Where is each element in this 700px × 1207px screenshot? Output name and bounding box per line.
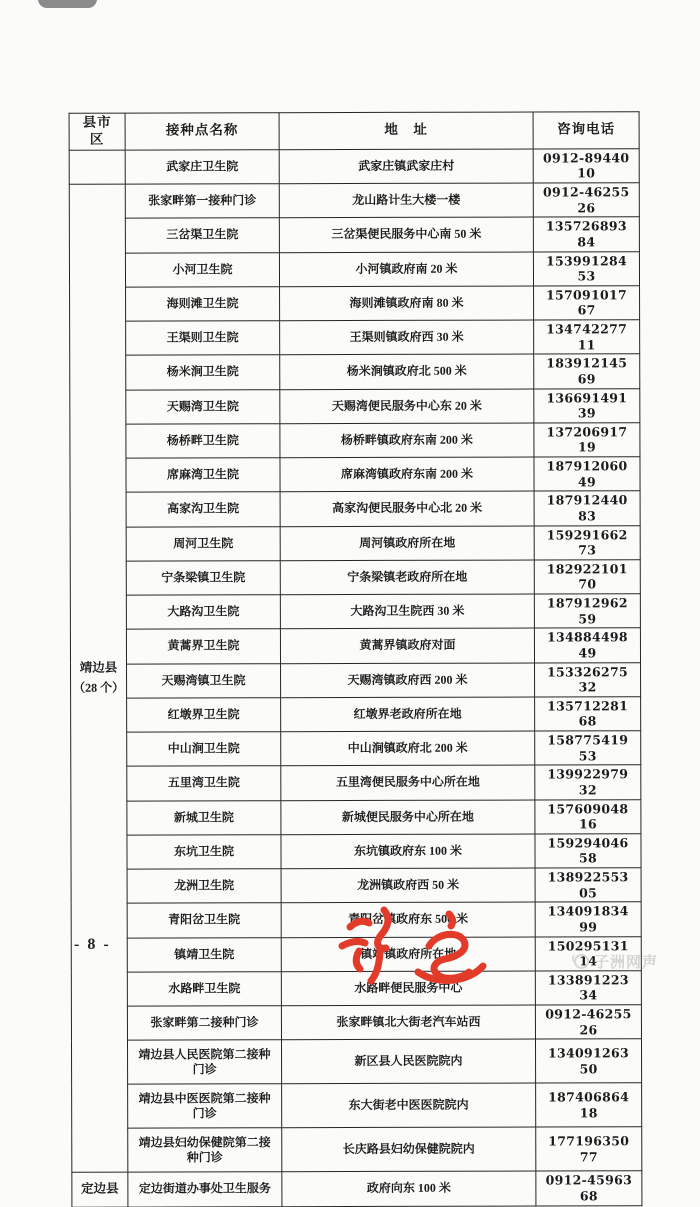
phone-cell: 18740686418 (536, 1083, 642, 1127)
page-number: - 8 - (74, 936, 111, 953)
site-name-cell: 青阳岔卫生院 (127, 903, 281, 938)
table-row (70, 388, 640, 424)
address-cell: 席麻湾镇政府东南 200 米 (280, 457, 534, 492)
address-cell: 小河镇政府南 20 米 (279, 252, 533, 287)
table-row (72, 1083, 642, 1128)
address-cell: 宁条梁镇老政府所在地 (280, 560, 534, 595)
col-header-county: 县市区 (69, 113, 125, 150)
table-row (71, 799, 641, 835)
address-cell: 杨米涧镇政府北 500 米 (280, 354, 534, 389)
address-cell: 海则滩镇政府南 80 米 (280, 286, 534, 321)
phone-cell: 13992297932 (535, 765, 641, 800)
site-name-cell: 东坑卫生院 (127, 834, 281, 869)
col-header-site: 接种点名称 (125, 113, 279, 150)
phone-cell: 15029513114 (535, 936, 641, 971)
phone-cell: 13572689384 (533, 217, 639, 252)
table-row (71, 765, 641, 801)
table-row (70, 628, 640, 664)
red-calligraphy-watermark (328, 903, 493, 991)
table-row (72, 1127, 642, 1172)
address-cell: 东大街老中医医院院内 (282, 1083, 536, 1128)
phone-cell: 13409183499 (535, 902, 641, 937)
phone-cell: 13409126350 (535, 1039, 641, 1083)
site-name-cell: 新城卫生院 (127, 800, 281, 835)
site-name-cell: 红墩界卫生院 (127, 697, 281, 732)
account-name: 子洲网声 (594, 954, 659, 971)
address-cell: 三岔渠便民服务中心南 50 米 (279, 217, 533, 252)
address-cell: 天赐湾便民服务中心东 20 米 (280, 389, 534, 424)
site-name-cell: 三岔渠卫生院 (125, 218, 279, 253)
table-row (69, 251, 639, 287)
phone-cell: 15877541953 (535, 731, 641, 766)
table-row (70, 457, 640, 493)
site-name-cell: 杨米涧卫生院 (126, 355, 280, 390)
phone-cell: 0912-4625526 (535, 1005, 641, 1040)
phone-cell: 15332627532 (535, 662, 641, 697)
phone-cell: 13474227711 (534, 320, 640, 355)
phone-cell: 0912-4625526 (533, 183, 639, 218)
phone-cell: 15929404658 (535, 834, 641, 869)
table-row (70, 525, 640, 561)
address-cell: 水路畔便民服务中心 (281, 971, 535, 1006)
address-cell: 周河镇政府所在地 (280, 526, 534, 561)
county-cell: 靖边县 （28 个） (69, 184, 128, 1172)
site-name-cell: 张家畔第二接种门诊 (127, 1006, 281, 1041)
phone-cell: 13571228168 (535, 697, 641, 732)
address-cell: 青阳岔镇政府东 500 米 (281, 902, 535, 937)
table-row (70, 320, 640, 356)
vaccination-sites-table (69, 111, 643, 1207)
address-cell: 王渠则镇政府西 30 米 (280, 320, 534, 355)
county-cell (69, 150, 125, 184)
site-name-cell: 杨桥畔卫生院 (126, 423, 280, 458)
site-name-cell: 天赐湾卫生院 (126, 389, 280, 424)
county-cell: 定边县 (72, 1172, 128, 1206)
phone-cell: 15760904816 (535, 799, 641, 834)
phone-cell: 13389122334 (535, 971, 641, 1006)
address-cell: 武家庄镇武家庄村 (279, 149, 533, 184)
phone-cell: 15399128453 (533, 251, 639, 286)
address-cell: 中山涧镇政府北 200 米 (281, 731, 535, 766)
address-cell: 龙山路计生大楼一楼 (279, 183, 533, 218)
table-row (71, 662, 641, 698)
site-name-cell: 水路畔卫生院 (127, 971, 281, 1006)
address-cell: 黄蒿界镇政府对面 (280, 628, 534, 663)
site-name-cell: 靖边县妇幼保健院第二接种门诊 (128, 1128, 282, 1172)
phone-cell: 18391214569 (534, 354, 640, 389)
site-name-cell: 海则滩卫生院 (126, 286, 280, 321)
address-cell: 张家畔镇北大街老汽车站西 (281, 1005, 535, 1040)
table-row (70, 354, 640, 390)
site-name-cell: 五里湾卫生院 (127, 766, 281, 801)
table-body (69, 149, 642, 1207)
circle-logo-icon (574, 954, 589, 969)
table-row (71, 731, 641, 767)
table-row (69, 183, 639, 219)
phone-cell: 18791296259 (534, 594, 640, 629)
table-row (71, 834, 641, 870)
county-count-note: （28 个） (73, 680, 125, 695)
site-name-cell: 定边街道办事处卫生服务 (128, 1172, 282, 1207)
address-cell: 红墩界老政府所在地 (281, 697, 535, 732)
phone-cell: 0912-8944010 (533, 149, 639, 184)
address-cell: 东坑镇政府东 100 米 (281, 834, 535, 869)
address-cell: 龙洲镇政府西 50 米 (281, 868, 535, 903)
table-row (71, 697, 641, 733)
address-cell: 高家沟便民服务中心北 20 米 (280, 491, 534, 526)
site-name-cell: 天赐湾镇卫生院 (127, 663, 281, 698)
table-row (72, 1171, 642, 1207)
site-name-cell: 黄蒿界卫生院 (126, 629, 280, 664)
phone-cell: 15709101767 (534, 286, 640, 321)
table-row (71, 1005, 641, 1041)
table-row (70, 423, 640, 459)
col-header-phone: 咨询电话 (533, 112, 639, 149)
phone-cell: 13720691719 (534, 423, 640, 458)
table-row (70, 491, 640, 527)
site-name-cell: 靖边县人民医院第二接种门诊 (127, 1040, 281, 1084)
address-cell: 大路沟卫生院西 30 米 (280, 594, 534, 629)
phone-cell: 13669149139 (534, 388, 640, 423)
table-row (70, 594, 640, 630)
table-row (70, 560, 640, 596)
phone-cell: 18292210170 (534, 560, 640, 595)
site-name-cell: 中山涧卫生院 (127, 732, 281, 767)
address-cell: 政府向东 100 米 (282, 1171, 536, 1206)
top-left-pill-fragment (38, 0, 97, 8)
account-watermark (574, 951, 658, 972)
address-cell: 新城便民服务中心所在地 (281, 800, 535, 835)
phone-cell: 13892255305 (535, 868, 641, 903)
phone-cell: 15929166273 (534, 525, 640, 560)
table-row (69, 149, 639, 185)
site-name-cell: 周河卫生院 (126, 526, 280, 561)
site-name-cell: 大路沟卫生院 (126, 595, 280, 630)
site-name-cell: 靖边县中医医院第二接种门诊 (128, 1084, 282, 1128)
site-name-cell: 王渠则卫生院 (126, 321, 280, 356)
address-cell: 五里湾便民服务中心所在地 (281, 765, 535, 800)
phone-cell: 18791244083 (534, 491, 640, 526)
table-header-row (69, 112, 639, 150)
col-header-address: 地 址 (279, 112, 533, 149)
site-name-cell: 镇靖卫生院 (127, 937, 281, 972)
site-name-cell: 席麻湾卫生院 (126, 458, 280, 493)
phone-cell: 0912-4596368 (536, 1171, 642, 1206)
site-name-cell: 张家畔第一接种门诊 (125, 184, 279, 219)
address-cell: 镇靖镇政府所在地 (281, 937, 535, 972)
site-name-cell: 武家庄卫生院 (125, 149, 279, 184)
phone-cell: 18791206049 (534, 457, 640, 492)
site-name-cell: 小河卫生院 (125, 252, 279, 287)
table-row (70, 286, 640, 322)
site-name-cell: 高家沟卫生院 (126, 492, 280, 527)
table-row (71, 868, 641, 904)
table-row (71, 1039, 641, 1084)
table-row (69, 217, 639, 253)
phone-cell: 17719635077 (536, 1127, 642, 1171)
address-cell: 长庆路县妇幼保健院院内 (282, 1127, 536, 1172)
address-cell: 杨桥畔镇政府东南 200 米 (280, 423, 534, 458)
phone-cell: 13488449849 (534, 628, 640, 663)
address-cell: 新区县人民医院院内 (281, 1039, 535, 1084)
site-name-cell: 宁条梁镇卫生院 (126, 560, 280, 595)
site-name-cell: 龙洲卫生院 (127, 869, 281, 904)
address-cell: 天赐湾镇政府西 200 米 (281, 663, 535, 698)
